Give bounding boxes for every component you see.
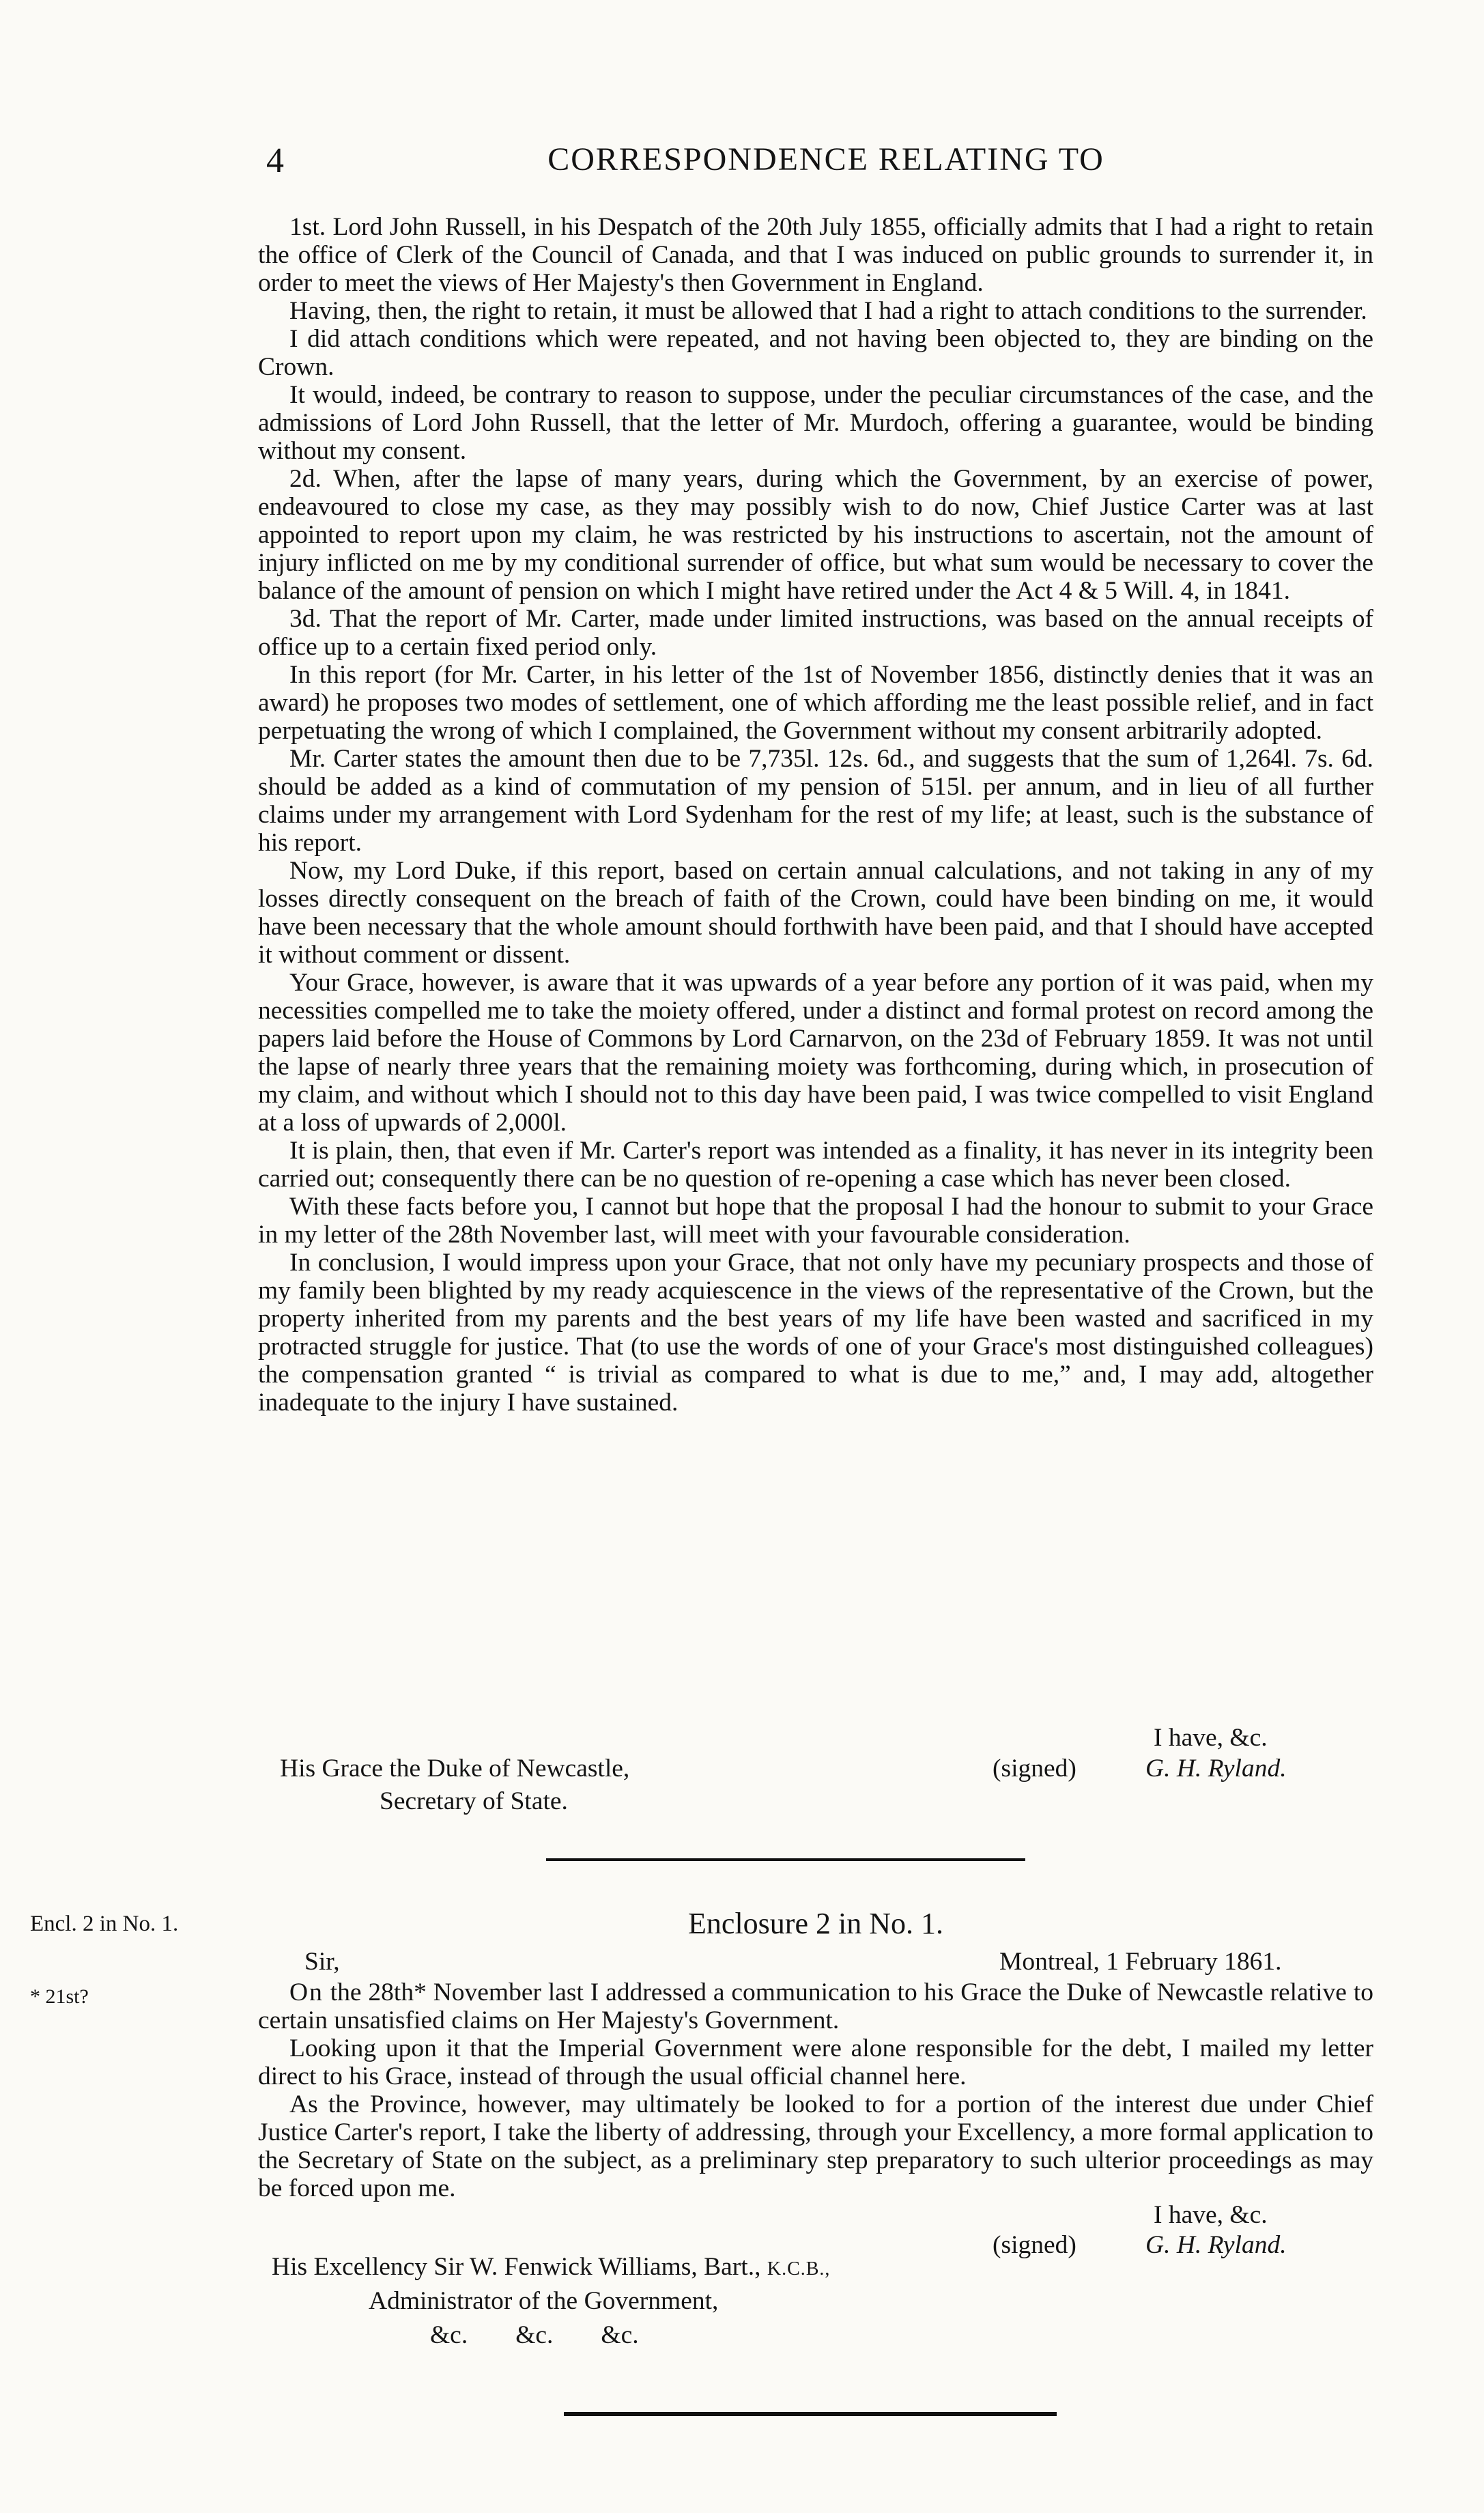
paragraph: Your Grace, however, is aware that it was upwards of a year before any portion of it was paid, when my necessities compelled me to take the moiety offered, under a distinct and formal protest on record among the papers laid before the House of Commons by Lord Carnarvon, on the 23d of February 1859. It was not until the lapse of nearly three years that the remaining moiety was forthcoming, during which, in prosecution of my claim, and without which I should not to this day have been paid, I was twice compelled to visit England at a loss of upwards of 2,000l. — [258, 969, 1373, 1137]
addressee-name — [272, 2253, 830, 2283]
etc: &c. — [515, 2321, 554, 2349]
first-word: On — [289, 1978, 324, 2006]
signature-line — [993, 1755, 1287, 1783]
etc-line — [430, 2321, 687, 2349]
page-header — [266, 141, 1386, 188]
paragraph: 3d. That the report of Mr. Carter, made under limited instructions, was based on the annual receipts of office up to a certain fixed period only. — [258, 605, 1373, 661]
paragraph — [258, 1978, 1373, 2034]
paragraph: Having, then, the right to retain, it must be allowed that I had a right to attach conditions to the surrender. — [289, 297, 1367, 325]
letter-body — [258, 213, 1373, 1417]
etc: &c. — [601, 2321, 639, 2349]
salutation: Sir, — [304, 1948, 340, 1976]
section-divider — [564, 2412, 1057, 2416]
paragraph: Mr. Carter states the amount then due to be 7,735l. 12s. 6d., and suggests that the sum of 1,264l. 7s. 6d. should be added as a kind of commutation of my pension of 515l. per annum, and in lieu of all further claims under my arrangement with Lord Sydenham for the rest of my life; at least, such is the substance of his report. — [258, 745, 1373, 857]
dateline: Montreal, 1 February 1861. — [999, 1948, 1282, 1976]
signature: G. H. Ryland. — [1145, 2231, 1287, 2259]
honours: K.C.B., — [767, 2258, 831, 2280]
paragraph: With these facts before you, I cannot but hope that the proposal I had the honour to submit to your Grace in my letter of the 28th November last, will meet with your favourable consideration. — [258, 1193, 1373, 1249]
paragraph: In this report (for Mr. Carter, in his letter of the 1st of November 1856, distinctly denies that it was an award) he proposes two modes of settlement, one of which affording me the least possible relief, and in fact perpetuating the wrong of which I complained, the Government without my consent arbitrarily adopted. — [258, 661, 1373, 745]
signed-label: (signed) — [993, 2231, 1076, 2259]
addressee-name: His Grace the Duke of Newcastle, — [280, 1755, 630, 1783]
paragraph: Looking upon it that the Imperial Government were alone responsible for the debt, I mailed my letter direct to his Grace, instead of through the usual official channel here. — [258, 2034, 1373, 2090]
footnote-marker: * 21st? — [30, 1985, 89, 2008]
signature-line — [993, 2231, 1287, 2259]
paragraph: It is plain, then, that even if Mr. Carter's report was intended as a finality, it has never in its integrity been carried out; consequently there can be no question of re-opening a case which has never been closed. — [258, 1137, 1373, 1193]
addressee-title: Administrator of the Government, — [369, 2287, 719, 2315]
paragraph: I did attach conditions which were repeated, and not having been objected to, they are binding on the Crown. — [258, 325, 1373, 381]
signed-label: (signed) — [993, 1755, 1076, 1783]
margin-note: Encl. 2 in No. 1. — [30, 1912, 179, 1936]
paragraph: Now, my Lord Duke, if this report, based on certain annual calculations, and not taking in any of my losses directly consequent on the breach of faith of the Crown, could have been binding on me, it would have been necessary that the whole amount should forthwith have been paid, and that I should have accepted it without comment or dissent. — [258, 857, 1373, 969]
addressee-name-text: His Excellency Sir W. Fenwick Williams, Bart., — [272, 2253, 767, 2281]
first-paragraph-text: the 28th* November last I addressed a communication to his Grace the Duke of Newcastle relative to certain unsatisfied claims on Her Majesty's Government. — [258, 1978, 1373, 2034]
enclosure-body — [258, 1978, 1373, 2202]
paragraph: In conclusion, I would impress upon your Grace, that not only have my pecuniary prospects and those of my family been blighted by my ready acquiescence in the views of the representative of the Crown, but the property inherited from my parents and the best years of my life have been wasted and sacrificed in my protracted struggle for justice. That (to use the words of one of your Grace's most distinguished colleagues) the compensation granted “ is trivial as compared to what is due to me,” and, I may add, altogether inadequate to the injury I have sustained. — [258, 1249, 1373, 1417]
paragraph: As the Province, however, may ultimately be looked to for a portion of the interest due under Chief Justice Carter's report, I take the liberty of addressing, through your Excellency, a more formal application to the Secretary of State on the subject, as a preliminary step preparatory to such ulterior proceedings as may be forced upon me. — [258, 2090, 1373, 2202]
paragraph: 2d. When, after the lapse of many years, during which the Government, by an exercise of power, endeavoured to close my case, as they may possibly wish to do now, Chief Justice Carter was at last appointed to report upon my claim, he was restricted by his instructions to ascertain, not the amount of injury inflicted on me by my conditional surrender of office, but what sum would be necessary to cover the balance of the amount of pension on which I might have retired under the Act 4 & 5 Will. 4, in 1841. — [258, 465, 1373, 605]
etc: &c. — [430, 2321, 468, 2349]
closing: I have, &c. — [1154, 2201, 1268, 2229]
paragraph: It would, indeed, be contrary to reason to suppose, under the peculiar circumstances of the case, and the admissions of Lord John Russell, that the letter of Mr. Murdoch, offering a guarantee, would be binding without my consent. — [258, 381, 1373, 465]
addressee-title: Secretary of State. — [380, 1787, 568, 1815]
page-number: 4 — [266, 141, 284, 180]
running-title: CORRESPONDENCE RELATING TO — [547, 141, 1104, 178]
paragraph: 1st. Lord John Russell, in his Despatch of the 20th July 1855, officially admits that I had a right to retain the office of Clerk of the Council of Canada, and that I was induced on public grounds to surrender it, in order to meet the views of Her Majesty's then Government in England. — [258, 213, 1373, 297]
signature: G. H. Ryland. — [1145, 1755, 1287, 1783]
closing: I have, &c. — [1154, 1724, 1268, 1752]
section-divider — [546, 1858, 1025, 1861]
enclosure-heading: Enclosure 2 in No. 1. — [688, 1907, 943, 1940]
